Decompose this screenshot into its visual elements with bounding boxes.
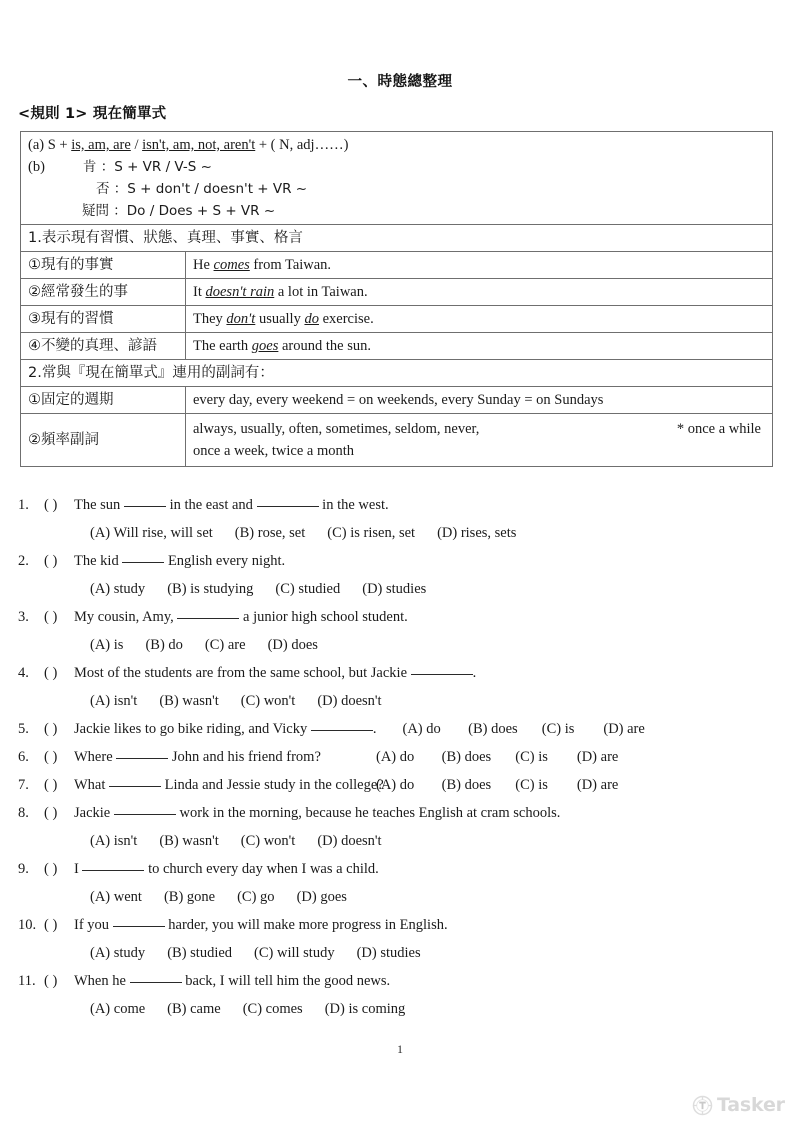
answer-box[interactable]: ( ) — [44, 552, 58, 569]
option-d[interactable]: (D) studies — [362, 580, 427, 597]
option-b[interactable]: (B) rose, set — [234, 524, 306, 541]
option-d[interactable]: (D) doesn't — [317, 692, 382, 709]
question-item — [18, 603, 788, 659]
question-item — [18, 771, 788, 799]
question-text: When he back, I will tell him the good news. — [74, 972, 391, 989]
adverb-value — [186, 414, 773, 467]
option-a[interactable]: (A) Will rise, will set — [90, 524, 213, 541]
option-a[interactable]: (A) do — [402, 720, 441, 737]
question-text: The kid English every night. — [74, 552, 286, 569]
usage-label: ④不變的真理、諺語 — [21, 333, 186, 360]
question-options — [18, 883, 788, 911]
question-stem — [18, 659, 788, 687]
grammar-rules-table — [20, 131, 773, 467]
option-a[interactable]: (A) isn't — [90, 832, 138, 849]
question-text: My cousin, Amy, a junior high school student. — [74, 608, 408, 625]
usage-label: ③現有的習慣 — [21, 306, 186, 333]
page-title: 一、時態總整理 — [347, 74, 453, 90]
option-d[interactable]: (D) are — [603, 720, 645, 737]
question-text: Where John and his friend from? — [74, 748, 321, 765]
formula-negative: 否 ：S + don't / doesn't + VR ~ — [96, 181, 308, 198]
answer-box[interactable]: ( ) — [44, 860, 58, 877]
question-number: 1. — [18, 496, 29, 513]
answer-box[interactable]: ( ) — [44, 496, 58, 513]
question-options — [18, 631, 788, 659]
section2-heading: 2.常與『現在簡單式』連用的副詞有： — [21, 360, 773, 387]
question-text: The sun in the east and in the west. — [74, 496, 389, 513]
question-stem — [18, 743, 788, 771]
adverb-frequency-list: always, usually, often, sometimes, seldom, never, — [193, 421, 480, 438]
option-c[interactable]: (C) won't — [240, 692, 296, 709]
adverb-frequency-line1 — [193, 418, 765, 440]
option-b[interactable]: (B) does — [441, 748, 492, 765]
option-d[interactable]: (D) are — [576, 748, 619, 765]
verb-emphasis-2: do — [304, 311, 319, 328]
option-a[interactable]: (A) went — [90, 888, 142, 905]
answer-box[interactable]: ( ) — [44, 720, 58, 737]
option-b[interactable]: (B) does — [441, 776, 492, 793]
option-d[interactable]: (D) does — [267, 636, 318, 653]
question-stem — [18, 967, 788, 995]
question-options — [18, 827, 788, 855]
answer-blank — [122, 562, 164, 563]
question-number: 7. — [18, 776, 29, 793]
usage-example: The earth goes around the sun. — [186, 333, 773, 360]
option-c[interactable]: (C) comes — [242, 1000, 303, 1017]
option-c[interactable]: (C) will study — [254, 944, 335, 961]
questions-list — [18, 491, 788, 1023]
option-b[interactable]: (B) wasn't — [159, 832, 219, 849]
answer-blank — [257, 506, 319, 507]
question-item — [18, 547, 788, 603]
answer-box[interactable]: ( ) — [44, 972, 58, 989]
question-stem — [18, 491, 788, 519]
question-stem — [18, 547, 788, 575]
question-stem — [18, 715, 788, 743]
question-options — [18, 939, 788, 967]
option-c[interactable]: (C) studied — [275, 580, 341, 597]
usage-label: ①現有的事實 — [21, 252, 186, 279]
question-number: 2. — [18, 552, 29, 569]
rule-heading: <規則 1> 現在簡單式 — [18, 106, 167, 122]
question-stem — [18, 771, 788, 799]
table-row — [21, 414, 773, 467]
question-number: 11. — [18, 972, 36, 989]
answer-blank — [114, 814, 176, 815]
adverb-value: every day, every weekend = on weekends, every Sunday = on Sundays — [186, 387, 773, 414]
option-a[interactable]: (A) is — [90, 636, 124, 653]
section2-heading-row — [21, 360, 773, 387]
tasker-logo-icon — [692, 1095, 713, 1116]
answer-blank — [130, 982, 182, 983]
question-options — [18, 995, 788, 1023]
option-d[interactable]: (D) doesn't — [317, 832, 382, 849]
option-d[interactable]: (D) rises, sets — [437, 524, 517, 541]
question-item — [18, 911, 788, 967]
formula-row — [21, 132, 773, 225]
watermark — [692, 1094, 785, 1116]
question-stem — [18, 603, 788, 631]
option-c[interactable]: (C) is risen, set — [327, 524, 416, 541]
formula-line-b: (b) 肯 ：S + VR / V-S ~ — [28, 159, 212, 176]
verb-emphasis: goes — [251, 338, 279, 355]
table-row — [21, 279, 773, 306]
watermark-text: Tasker — [717, 1094, 785, 1116]
adverb-label: ①固定的週期 — [21, 387, 186, 414]
formula-underline-positive: is, am, are — [71, 137, 131, 153]
table-row — [21, 306, 773, 333]
usage-example: It doesn't rain a lot in Taiwan. — [186, 279, 773, 306]
option-b[interactable]: (B) do — [145, 636, 183, 653]
option-b[interactable]: (B) gone — [163, 888, 216, 905]
answer-box[interactable]: ( ) — [44, 608, 58, 625]
question-options — [376, 750, 627, 765]
formula-line-a: (a) S + is, am, are / isn't, am, not, aren't + ( N, adj……) — [28, 137, 349, 153]
question-number: 3. — [18, 608, 29, 625]
option-a[interactable]: (A) isn't — [90, 692, 138, 709]
verb-emphasis: don't — [226, 311, 256, 328]
usage-label: ②經常發生的事 — [21, 279, 186, 306]
question-stem — [18, 799, 788, 827]
option-c[interactable]: (C) is — [515, 776, 548, 793]
section1-heading-row — [21, 225, 773, 252]
question-item — [18, 659, 788, 715]
option-b[interactable]: (B) wasn't — [159, 692, 219, 709]
option-d[interactable]: (D) goes — [296, 888, 347, 905]
question-options — [402, 722, 653, 737]
table-row — [21, 333, 773, 360]
option-c[interactable]: (C) go — [237, 888, 275, 905]
answer-blank — [116, 758, 168, 759]
formula-question-line — [28, 200, 765, 222]
question-number: 9. — [18, 860, 29, 877]
option-d[interactable]: (D) is coming — [324, 1000, 406, 1017]
answer-blank — [113, 926, 165, 927]
usage-example: They don't usually do exercise. — [186, 306, 773, 333]
verb-emphasis: doesn't rain — [205, 284, 275, 301]
option-b[interactable]: (B) came — [167, 1000, 221, 1017]
question-text: I to church every day when I was a child. — [74, 860, 379, 877]
formula-question: 疑問 ：Do / Does + S + VR ~ — [82, 203, 276, 220]
answer-box[interactable]: ( ) — [44, 916, 58, 933]
question-item — [18, 855, 788, 911]
table-row — [21, 387, 773, 414]
question-text: Jackie work in the morning, because he teaches English at cram schools. — [74, 804, 561, 821]
option-c[interactable]: (C) are — [204, 636, 246, 653]
question-options — [376, 778, 627, 793]
question-number: 10. — [18, 916, 37, 933]
question-item — [18, 967, 788, 1023]
answer-blank — [82, 870, 144, 871]
formula-cell — [21, 132, 773, 225]
question-text: Most of the students are from the same school, but Jackie . — [74, 664, 477, 681]
page-number: 1 — [397, 1042, 403, 1056]
question-options — [18, 519, 788, 547]
option-b[interactable]: (B) is studying — [167, 580, 254, 597]
question-number: 6. — [18, 748, 29, 765]
answer-box[interactable]: ( ) — [44, 664, 58, 681]
option-c[interactable]: (C) won't — [240, 832, 296, 849]
section1-heading: 1.表示現有習慣、狀態、真理、事實、格言 — [21, 225, 773, 252]
question-options — [18, 687, 788, 715]
answer-box[interactable]: ( ) — [44, 804, 58, 821]
formula-negative-line — [28, 178, 765, 200]
adverb-note: * once a while — [676, 421, 761, 438]
option-a[interactable]: (A) come — [90, 1000, 146, 1017]
answer-blank — [124, 506, 166, 507]
question-item — [18, 743, 788, 771]
formula-underline-negative: isn't, am, not, aren't — [142, 137, 256, 153]
question-number: 4. — [18, 664, 29, 681]
answer-box[interactable]: ( ) — [44, 748, 58, 765]
usage-example: He comes from Taiwan. — [186, 252, 773, 279]
question-item — [18, 491, 788, 547]
question-text: What Linda and Jessie study in the college? — [74, 776, 384, 793]
option-a[interactable]: (A) study — [90, 944, 146, 961]
table-row — [21, 252, 773, 279]
answer-blank — [311, 730, 373, 731]
question-text: If you harder, you will make more progress in English. — [74, 916, 448, 933]
answer-blank — [411, 674, 473, 675]
option-b[interactable]: (B) studied — [167, 944, 233, 961]
verb-emphasis: comes — [213, 257, 250, 274]
question-item — [18, 715, 788, 743]
question-number: 8. — [18, 804, 29, 821]
adverb-label: ②頻率副詞 — [21, 414, 186, 467]
question-stem — [18, 911, 788, 939]
question-text: Jackie likes to go bike riding, and Vicky . — [74, 720, 377, 737]
answer-blank — [109, 786, 161, 787]
question-options — [18, 575, 788, 603]
option-a[interactable]: (A) study — [90, 580, 146, 597]
adverb-frequency-line2: once a week, twice a month — [193, 443, 355, 460]
option-b[interactable]: (B) does — [468, 720, 518, 737]
formula-affirmative: 肯 ：S + VR / V-S ~ — [82, 159, 212, 176]
option-d[interactable]: (D) are — [576, 776, 619, 793]
question-item — [18, 799, 788, 855]
question-stem — [18, 855, 788, 883]
option-c[interactable]: (C) is — [541, 720, 575, 737]
answer-blank — [177, 618, 239, 619]
option-a[interactable]: (A) do — [376, 748, 415, 765]
option-c[interactable]: (C) is — [515, 748, 548, 765]
answer-box[interactable]: ( ) — [44, 776, 58, 793]
question-number: 5. — [18, 720, 29, 737]
option-d[interactable]: (D) studies — [356, 944, 421, 961]
option-a[interactable]: (A) do — [376, 776, 415, 793]
